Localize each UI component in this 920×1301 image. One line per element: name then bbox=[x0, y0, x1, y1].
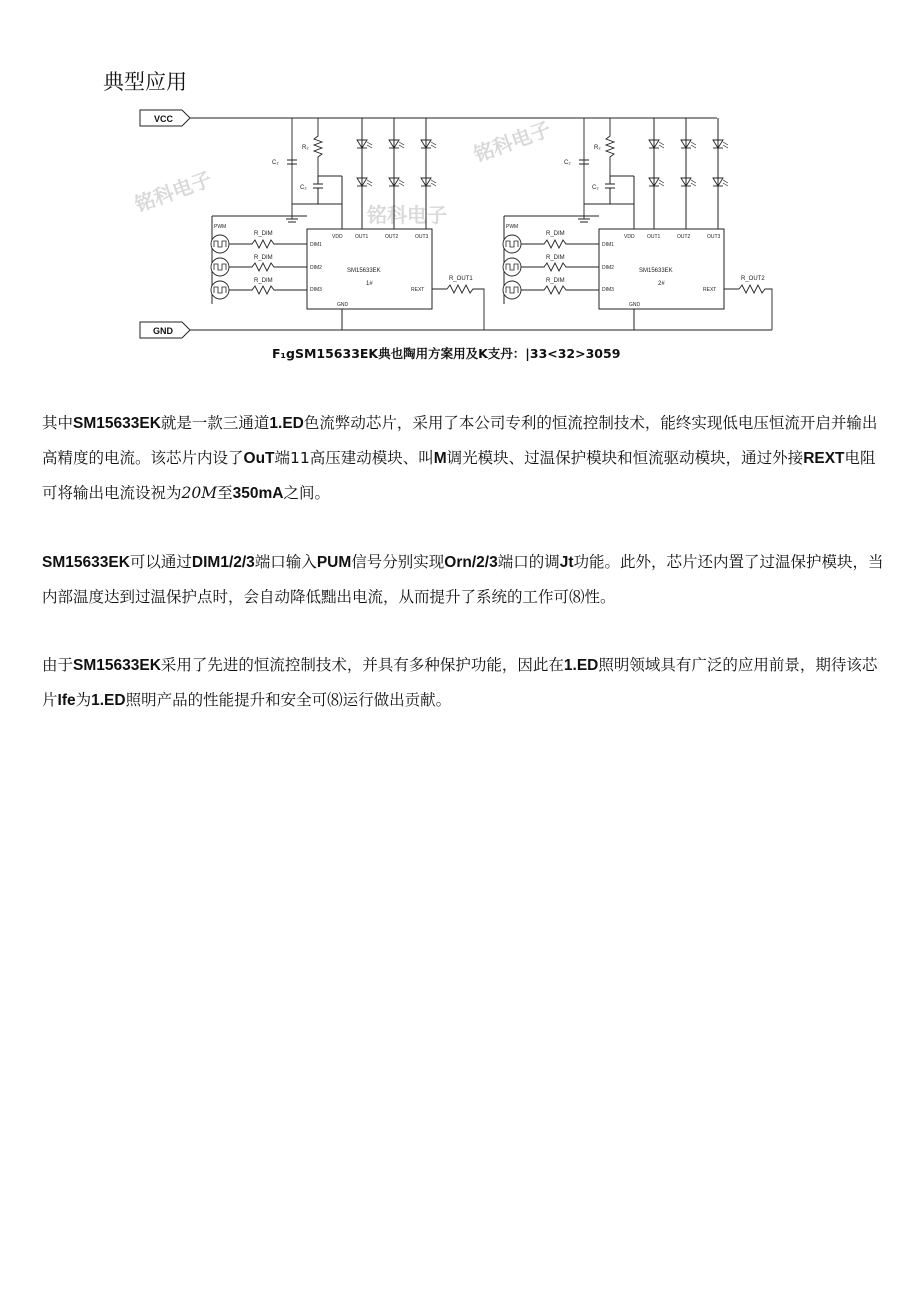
cap-label: C₂ bbox=[592, 185, 599, 191]
rdim-label: R_DIM bbox=[254, 231, 273, 237]
paragraph-1: 其中SM15633EK就是一款三通道1.ED色流弊动芯片，采用了本公司专利的恒流控制技术，能终实现低电压恒流开启并输出高精度的电流。该芯片内设了OuT端11高压建动模块、叫M调光模块、过温保护模块和恒流驱动模块，通过外接REXT电阻可将输出电流设祝为20M至350mA之间。 bbox=[42, 414, 878, 502]
cap-label: C₂ bbox=[272, 160, 279, 166]
pin-gnd: GND bbox=[629, 302, 641, 308]
rdim-label: R_DIM bbox=[546, 278, 565, 284]
rext-label: R_OUT2 bbox=[741, 276, 765, 282]
res-label: R₂ bbox=[594, 145, 601, 151]
rdim-label: R_DIM bbox=[254, 278, 273, 284]
gnd-label: GND bbox=[153, 326, 173, 336]
pin-dim1: DIM1 bbox=[602, 242, 614, 248]
rdim-label: R_DIM bbox=[546, 255, 565, 261]
rext-label: R_OUT1 bbox=[449, 276, 473, 282]
rdim-label: R_DIM bbox=[254, 255, 273, 261]
section-title: 典型应用 bbox=[103, 70, 187, 94]
watermark-3: 铭科电子 bbox=[470, 116, 554, 167]
paragraph-3: 由于SM15633EK采用了先进的恒流控制技术，并具有多种保护功能，因此在1.ED照明领域具有广泛的应用前景，期待该芯片Ife为1.ED照明产品的性能提升和安全可⑻运行做出贡献。 bbox=[42, 656, 878, 709]
channel-2 bbox=[503, 118, 772, 330]
pin-out3: OUT3 bbox=[415, 234, 429, 240]
pin-dim2: DIM2 bbox=[310, 265, 322, 271]
pin-dim3: DIM3 bbox=[602, 287, 614, 293]
pin-dim1: DIM1 bbox=[310, 242, 322, 248]
pin-out3: OUT3 bbox=[707, 234, 721, 240]
pin-dim3: DIM3 bbox=[310, 287, 322, 293]
pwm-label: PWM bbox=[506, 224, 519, 230]
paragraph-2: SM15633EK可以通过DIM1/2/3端口输入PUM信号分别实现Orn/2/3端口的调Jt功能。此外，芯片还内置了过温保护模块，当内部温度达到过温保护点时，会自动降低黜出电流，从而提升了系统的工作可⑻性。 bbox=[42, 553, 884, 606]
circuit-schematic bbox=[132, 104, 792, 354]
pin-vdd: VDD bbox=[332, 234, 343, 240]
res-label: R₂ bbox=[302, 145, 309, 151]
pin-out2: OUT2 bbox=[385, 234, 399, 240]
pin-rext: REXT bbox=[703, 287, 717, 293]
figure-caption: F₁gSM15633EK典也陶用方案用及K支丹：|33<32>3059 bbox=[272, 346, 621, 361]
pin-out1: OUT1 bbox=[647, 234, 661, 240]
pin-dim2: DIM2 bbox=[602, 265, 614, 271]
cap-label: C₂ bbox=[300, 185, 307, 191]
pin-out1: OUT1 bbox=[355, 234, 369, 240]
pin-rext: REXT bbox=[411, 287, 425, 293]
pin-out2: OUT2 bbox=[677, 234, 691, 240]
pwm-label: PWM bbox=[214, 224, 227, 230]
watermark-1: 铭科电子 bbox=[132, 166, 215, 217]
chip-index: 1# bbox=[366, 281, 373, 287]
watermark-2: 铭科电子 bbox=[367, 203, 447, 227]
pin-vdd: VDD bbox=[624, 234, 635, 240]
vcc-label: VCC bbox=[154, 114, 174, 124]
chip-name: SM15633EK bbox=[639, 268, 673, 274]
chip-name: SM15633EK bbox=[347, 268, 381, 274]
pin-gnd: GND bbox=[337, 302, 349, 308]
rdim-label: R_DIM bbox=[546, 231, 565, 237]
chip-index: 2# bbox=[658, 281, 665, 287]
cap-label: C₂ bbox=[564, 160, 571, 166]
